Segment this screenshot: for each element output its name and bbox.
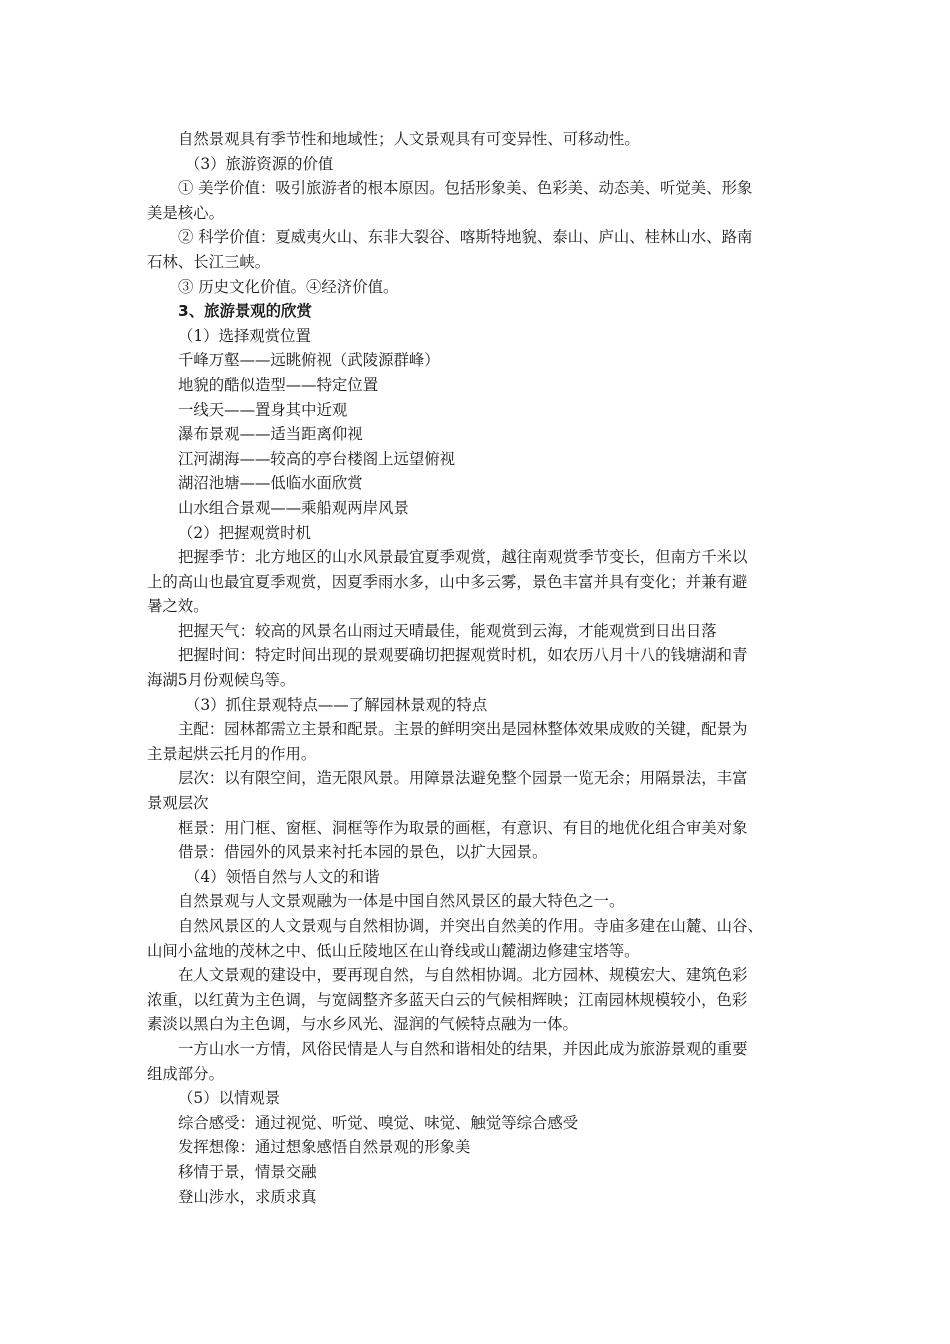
- text-line: ③ 历史文化价值。④经济价值。: [178, 277, 399, 296]
- text-line: ② 科学价值：夏威夷火山、东非大裂谷、喀斯特地貌、泰山、庐山、桂林山水、路南: [178, 228, 753, 247]
- text-line: （3）旅游资源的价值: [185, 154, 334, 173]
- text-line: 自然风景区的人文景观与自然相协调，并突出自然美的作用。寺庙多建在山麓、山谷、: [178, 917, 763, 935]
- text-line: 山水组合景观——乘船观两岸风景: [178, 498, 409, 517]
- text-line: 美是核心。: [147, 203, 224, 222]
- text-line: 把握时间：特定时间出现的景观要确切把握观赏时机，如农历八月十八的钱塘湖和青: [178, 646, 748, 665]
- text-line: 一方山水一方情，风俗民情是人与自然和谐相处的结果，并因此成为旅游景观的重要: [178, 1039, 748, 1058]
- section-heading: 3、旅游景观的欣赏: [178, 302, 312, 321]
- text-line: 组成部分。: [147, 1064, 224, 1083]
- text-line: 素淡以黑白为主色调，与水乡风光、湿润的气候特点融为一体。: [147, 1015, 578, 1034]
- text-line: 浓重，以红黄为主色调，与宽阔整齐多蓝天白云的气候相辉映；江南园林规模较小，色彩: [147, 990, 748, 1009]
- text-line: 石林、长江三峡。: [147, 252, 271, 271]
- text-line: 景观层次: [147, 794, 209, 813]
- document-body: [147, 127, 819, 1209]
- text-line: 一线天——置身其中近观: [178, 400, 348, 419]
- text-line: 把握季节：北方地区的山水风景最宜夏季观赏，越往南观赏季节变长，但南方千米以: [178, 548, 748, 567]
- text-line: （3）抓住景观特点——了解园林景观的特点: [185, 695, 488, 714]
- text-line: （2）把握观赏时机: [178, 523, 311, 542]
- text-line: 上的高山也最宜夏季观赏，因夏季雨水多，山中多云雾，景色丰富并具有变化；并兼有避: [147, 572, 748, 591]
- text-line: 地貌的酷似造型——特定位置: [178, 375, 379, 394]
- text-line: 主景起烘云托月的作用。: [147, 744, 317, 763]
- text-line: （4）领悟自然与人文的和谐: [185, 867, 380, 886]
- text-line: 把握天气：较高的风景名山雨过天晴最佳，能观赏到云海，才能观赏到日出日落: [178, 621, 717, 640]
- text-line: 发挥想像：通过想象感悟自然景观的形象美: [178, 1138, 471, 1157]
- text-line: 自然景观与人文景观融为一体是中国自然风景区的最大特色之一。: [178, 892, 625, 911]
- text-line: 层次：以有限空间，造无限风景。用障景法避免整个园景一览无余；用隔景法，丰富: [178, 769, 748, 788]
- text-line: 湖沼池塘——低临水面欣赏: [178, 474, 363, 493]
- text-line: 山间小盆地的茂林之中、低山丘陵地区在山脊线或山麓湖边修建宝塔等。: [147, 941, 640, 960]
- text-line: 主配：园林都需立主景和配景。主景的鲜明突出是园林整体效果成败的关键，配景为: [178, 720, 748, 739]
- text-line: 框景：用门框、窗框、洞框等作为取景的画框，有意识、有目的地优化组合审美对象: [178, 818, 748, 837]
- text-line: ① 美学价值：吸引旅游者的根本原因。包括形象美、色彩美、动态美、听觉美、形象: [178, 179, 753, 198]
- text-line: 江河湖海——较高的亭台楼阁上远望俯视: [178, 449, 456, 468]
- text-line: 暑之效。: [147, 597, 209, 616]
- text-line: （1）选择观赏位置: [178, 326, 311, 345]
- text-line: 登山涉水，求质求真: [178, 1187, 317, 1206]
- text-line: 海湖5月份观候鸟等。: [147, 671, 296, 690]
- text-line: 瀑布景观——适当距离仰视: [178, 425, 363, 444]
- text-line: 自然景观具有季节性和地域性；人文景观具有可变异性、可移动性。: [178, 130, 640, 148]
- text-line: 综合感受：通过视觉、听觉、嗅觉、味觉、触觉等综合感受: [178, 1113, 579, 1132]
- text-line: 借景：借园外的风景来衬托本园的景色，以扩大园景。: [178, 843, 548, 862]
- text-line: 千峰万壑——远眺俯视（武陵源群峰）: [178, 351, 440, 370]
- text-line: 在人文景观的建设中，要再现自然，与自然相协调。北方园林、规模宏大、建筑色彩: [178, 966, 748, 985]
- text-line: （5）以情观景: [178, 1089, 281, 1108]
- text-line: 移情于景，情景交融: [178, 1162, 317, 1181]
